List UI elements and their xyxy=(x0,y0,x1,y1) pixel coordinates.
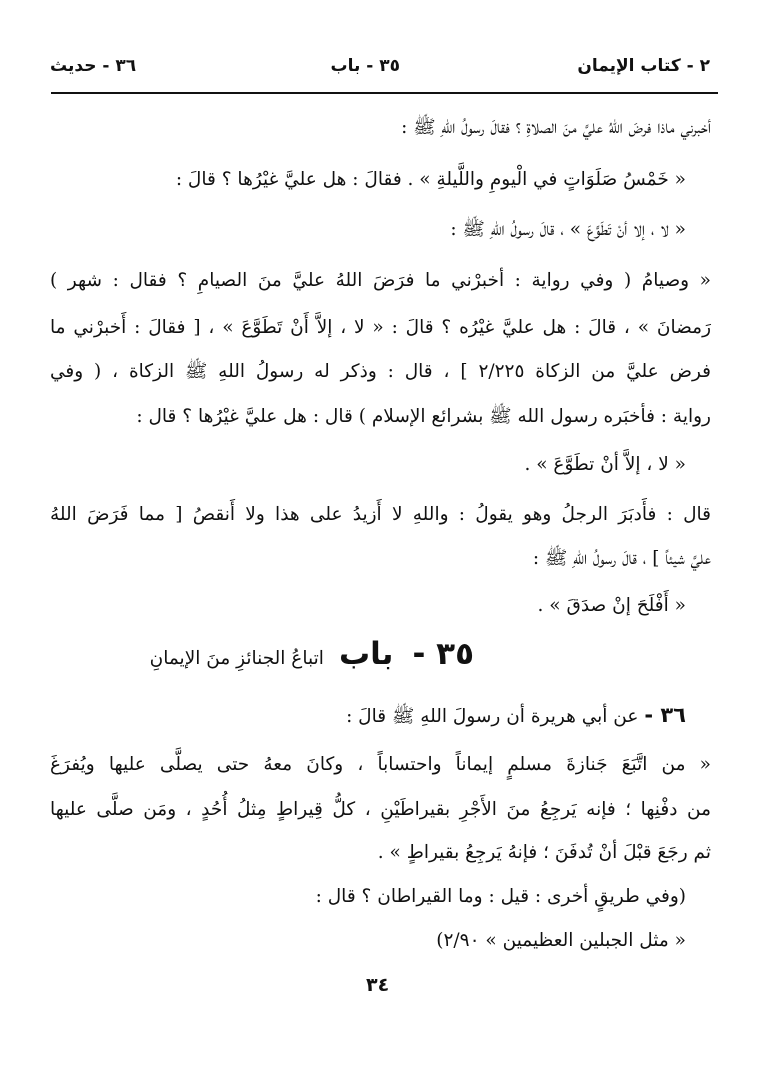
hadith-heading xyxy=(346,700,686,732)
header-rule xyxy=(51,92,718,94)
text-line: رَمضانَ » ، قالَ : هل عليَّ غيْرُه ؟ قالَ : « لا ، إلاَّ أَنْ تَطَوَّعَ » ، [ فقالَ : أَخبرْني ما xyxy=(50,317,711,338)
text-line: من دفْنِها ؛ فإنه يَرجِعُ منَ الأَجْرِ بقيراطَيْنِ ، كلُّ قِيراطٍ مِثلُ أُحُدٍ ، ومَن صلَّى عليها xyxy=(50,799,711,820)
hadith-number: ٣٦ - xyxy=(644,703,686,727)
text-line: « لا ، إلا أنْ تَطَوَّعَ » ، قالَ رسولُ اللهِ ﷺ : xyxy=(450,219,686,240)
text-line: « وصيامُ ( وفي رواية : أخبرْني ما فرَضَ اللهُ عليَّ منَ الصيامِ ؟ فقال : شهر ) xyxy=(50,270,711,291)
header-book-title: ٢ - كتاب الإيمان xyxy=(577,56,710,76)
text-line: قال : فأَدبَرَ الرجلُ وهو يقولُ : واللهِ لا أَزيدُ على هذا ولا أَنقصُ [ مما فَرَضَ اللهُ xyxy=(50,504,711,525)
text-line: فرض عليَّ من الزكاة ٢/٢٢٥ ] ، قال : وذكر له رسولُ اللهِ ﷺ الزكاة ، ( وفي xyxy=(50,361,711,382)
text-line: « من اتَّبَعَ جَنازةَ مسلمٍ إيماناً واحتساباً ، وكانَ معهُ حتى يصلَّى عليها ويُفرَغَ xyxy=(50,754,711,775)
chapter-number: ٣٥ - xyxy=(412,636,474,672)
header-chapter: ٣٥ - باب xyxy=(330,56,400,76)
text-line: رواية : فأخبَره رسول الله ﷺ بشرائع الإسلام ) قال : هل عليَّ غيْرُها ؟ قال : xyxy=(136,406,711,427)
chapter-title: اتباعُ الجنائزِ منَ الإيمانِ xyxy=(149,648,324,669)
chapter-word: باب xyxy=(338,636,394,672)
running-header xyxy=(50,44,718,84)
text-line: « مثل الجبلين العظيمين » ٢/٩٠) xyxy=(436,930,686,951)
text-line: ثم رجَعَ قبْلَ أنْ تُدفَنَ ؛ فإنهُ يَرجِعُ بقيراطٍ » . xyxy=(377,842,711,863)
text-line: أخبرني ماذا فرضَ اللهُ عليَّ منَ الصلاةِ ؟ فقالَ رسولُ اللهِ ﷺ : xyxy=(401,117,711,138)
text-line: « أَفْلَحَ إنْ صدَقَ » . xyxy=(537,595,686,616)
text-line: عليَّ شيئاً ] ، قالَ رسولُ اللهِ ﷺ : xyxy=(532,548,711,569)
page-number: ٣٤ xyxy=(366,974,390,996)
text-line: « لا ، إلاَّ أنْ تطَوَّعَ » . xyxy=(524,454,686,475)
text-line: « خَمْسُ صَلَوَاتٍ في الْيومِ واللَّيلةِ » . فقالَ : هل عليَّ غيْرُها ؟ قالَ : xyxy=(175,169,686,190)
header-hadith: ٣٦ - حديث xyxy=(50,56,137,76)
hadith-intro: عن أبي هريرة أن رسولَ اللهِ ﷺ قالَ : xyxy=(346,706,639,727)
text-line: (وفي طريقٍ أخرى : قيل : وما القيراطان ؟ قال : xyxy=(315,886,686,907)
chapter-heading xyxy=(150,636,474,672)
